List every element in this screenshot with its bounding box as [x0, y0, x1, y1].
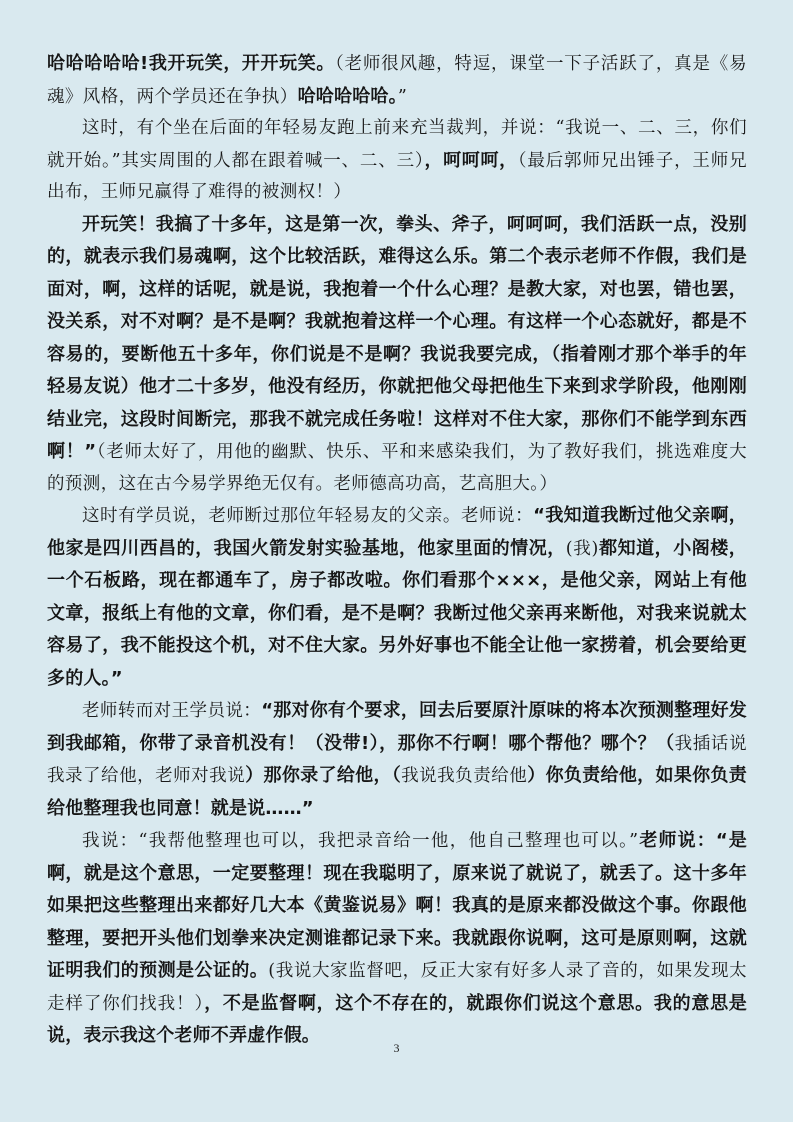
text-run: 开玩笑！我搞了十多年，这是第一次，拳头、斧子，呵呵呵，我们活跃一点，没别的，就表示我们易魂啊，这个比较活跃，难得这么乐。第二个表示老师不作假，我们是面对，啊，这样的话呢，就是说，我抱着一个什么心理？是教大家，对也罢，错也罢，没关系，对不对啊？是不是啊？我就抱着这样一个心理。有这样一个心态就好，都是不容易的，要断他五十多年，你们说是不是啊？我说我要完成，（指着刚才那个举手的年轻易友说）他才二十多岁，他没有经历，你就把他父母把他生下来到求学阶段，他刚刚结业完，这段时间断完，那我不就完成任务啦！这样对不住大家，那你们不能学到东西啊！” [47, 213, 747, 462]
text-run: 老师转而对王学员说： [82, 701, 262, 721]
text-run: 这时有学员说，老师断过那位年轻易友的父亲。老师说： [82, 506, 534, 526]
text-run: “我知道我断过他父亲啊，他家是四川西昌的，我国火箭发射实验基地，他家里面的情况， [47, 505, 747, 559]
text-run: 哈哈哈哈哈!我开玩笑，开开玩笑。 [47, 53, 335, 74]
text-run: 我插话说我录了给他，老师对我说 [47, 733, 747, 786]
paragraph-6 [47, 825, 747, 1053]
text-run: ，呵呵呵， [424, 149, 518, 171]
paragraph-5 [47, 695, 747, 825]
text-run: ” [397, 86, 408, 107]
text-run: 这时，有个坐在后面的年轻易友跑上前来充当裁判，并说：“我说一、二、三，你们就开始。”其实周围的人都在跟着喊一、二、三） [47, 118, 747, 171]
document-body [47, 48, 747, 1053]
text-run: （最后郭师兄出锤子，王师兄出布，王师兄赢得了难得的被测权！） [47, 150, 748, 202]
paragraph-2 [47, 113, 747, 209]
text-run: ），那你不行啊！哪个帮他？哪个？（ [369, 732, 675, 754]
text-run: （老师太好了，用他的幽默、快乐、平和来感染我们，为了教好我们，挑选难度大的预测，这在古今易学界绝无仅有。老师德高功高，艺高胆大。） [47, 442, 747, 494]
text-run: “那对你有个要求，回去后要原汁原味的将本次预测整理好发到我邮箱，你带了录音机没有！（ [47, 700, 747, 754]
text-run: (我说大家监督吧，反正大家有好多人录了音的，如果发现太走样了你们找我！） [47, 961, 747, 1014]
text-run: 都知道，小阁楼，一个石板路，现在都通车了，房子都改啦。你们看那个×××，是他父亲，网站上有他文章，报纸上有他的文章，你们看，是不是啊？我断过他父亲再来断他，对我来说就太容易了，我不能投这个机，对不住大家。另外好事也不能全让他一家捞着，机会要给更多的人。” [47, 537, 747, 689]
text-run: 老师说：“是啊，就是这个意思，一定要整理！现在我聪明了，原来说了就说了，就丢了。这十多年如果把这些整理出来都好几大本《黄鉴说易》啊！我真的是原来都没做这个事。你跟他整理，要把开头他们划拳来决定测谁都记录下来。我就跟你说啊，这可是原则啊，这就证明我们的预测是公证的。 [47, 830, 748, 981]
text-run: (我) [565, 538, 599, 559]
text-run: ）你负责给他，如果你负责给他整理我也同意！就是说……” [47, 765, 747, 819]
text-run: （老师很风趣，特逗，课堂一下子活跃了，真是《易魂》风格，两个学员还在争执） [47, 54, 747, 107]
paragraph-1 [47, 48, 747, 113]
text-run: ）那你录了给他，（ [245, 765, 402, 786]
text-run: 我说我负责给他 [401, 766, 528, 786]
text-run: 没带! [324, 732, 370, 754]
text-run: 我说：“我帮他整理也可以，我把录音给一他，他自己整理也可以。” [82, 831, 639, 851]
text-run: ，不是监督啊，这个不存在的，就跟你们说这个意思。我的意思是说，表示我这个老师不弄虚作假。 [47, 992, 748, 1046]
paragraph-3 [47, 209, 747, 501]
paragraph-4 [47, 500, 747, 695]
page-number: 3 [393, 1041, 400, 1055]
text-run: 哈哈哈哈哈。 [297, 85, 398, 107]
